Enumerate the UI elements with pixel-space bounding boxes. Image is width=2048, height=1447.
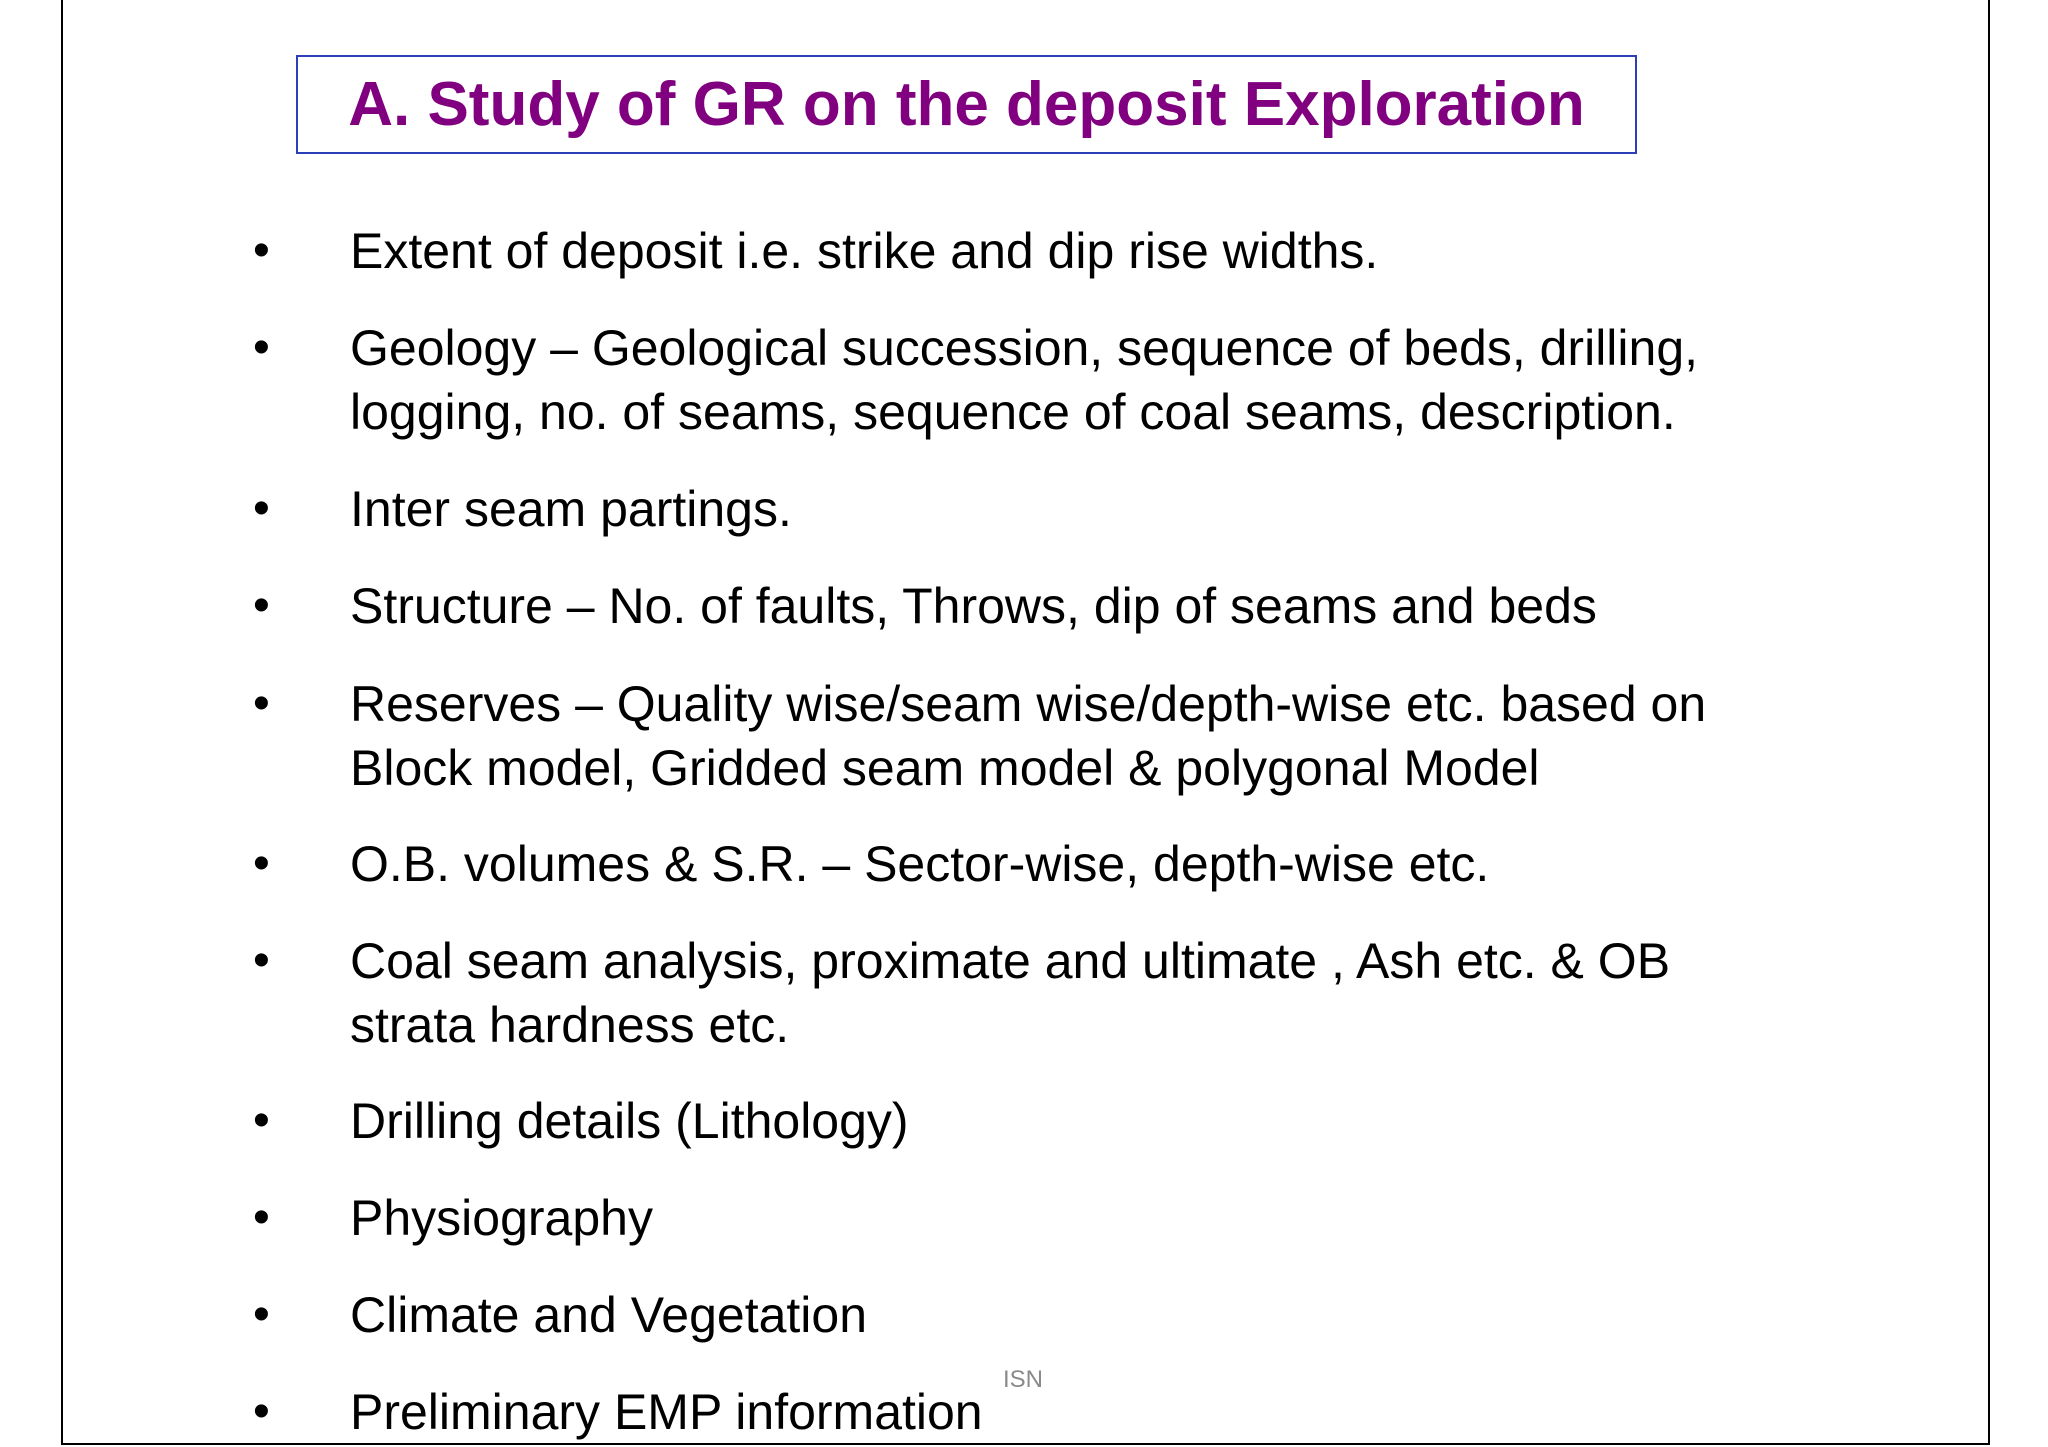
bullet-dot-icon: • — [253, 224, 270, 277]
bullet-text: O.B. volumes & S.R. – Sector-wise, depth-wise etc. — [350, 836, 1490, 892]
bullet-text: Preliminary EMP information — [350, 1384, 983, 1440]
bullet-dot-icon: • — [253, 579, 270, 632]
bullet-text: Geology – Geological succession, sequence of beds, drilling, logging, no. of seams, sequence of coal seams, description. — [350, 320, 1699, 440]
bullet-dot-icon: • — [253, 1191, 270, 1244]
bullet-dot-icon: • — [253, 677, 270, 730]
bullet-dot-icon: • — [253, 482, 270, 535]
slide-title: A. Study of GR on the deposit Exploration — [348, 70, 1585, 139]
bullet-text: Coal seam analysis, proximate and ultimate , Ash etc. & OB strata hardness etc. — [350, 933, 1671, 1053]
bullet-dot-icon: • — [253, 1094, 270, 1147]
bullet-text: Physiography — [350, 1190, 653, 1246]
bullet-text: Drilling details (Lithology) — [350, 1093, 909, 1149]
bullet-dot-icon: • — [253, 1385, 270, 1438]
bullet-text: Extent of deposit i.e. strike and dip rise widths. — [350, 223, 1379, 279]
bullet-text: Structure – No. of faults, Throws, dip of seams and beds — [350, 578, 1597, 634]
bullet-dot-icon: • — [253, 1288, 270, 1341]
bullet-text: Inter seam partings. — [350, 481, 792, 537]
watermark: ISN — [1003, 1366, 1044, 1393]
bullet-text: Reserves – Quality wise/seam wise/depth-wise etc. based on Block model, Gridded seam model & polygonal Model — [350, 676, 1707, 796]
bullet-dot-icon: • — [253, 934, 270, 987]
bullet-dot-icon: • — [253, 837, 270, 890]
title-box — [296, 55, 1637, 154]
bullet-dot-icon: • — [253, 321, 270, 374]
bullet-text: Climate and Vegetation — [350, 1287, 868, 1343]
